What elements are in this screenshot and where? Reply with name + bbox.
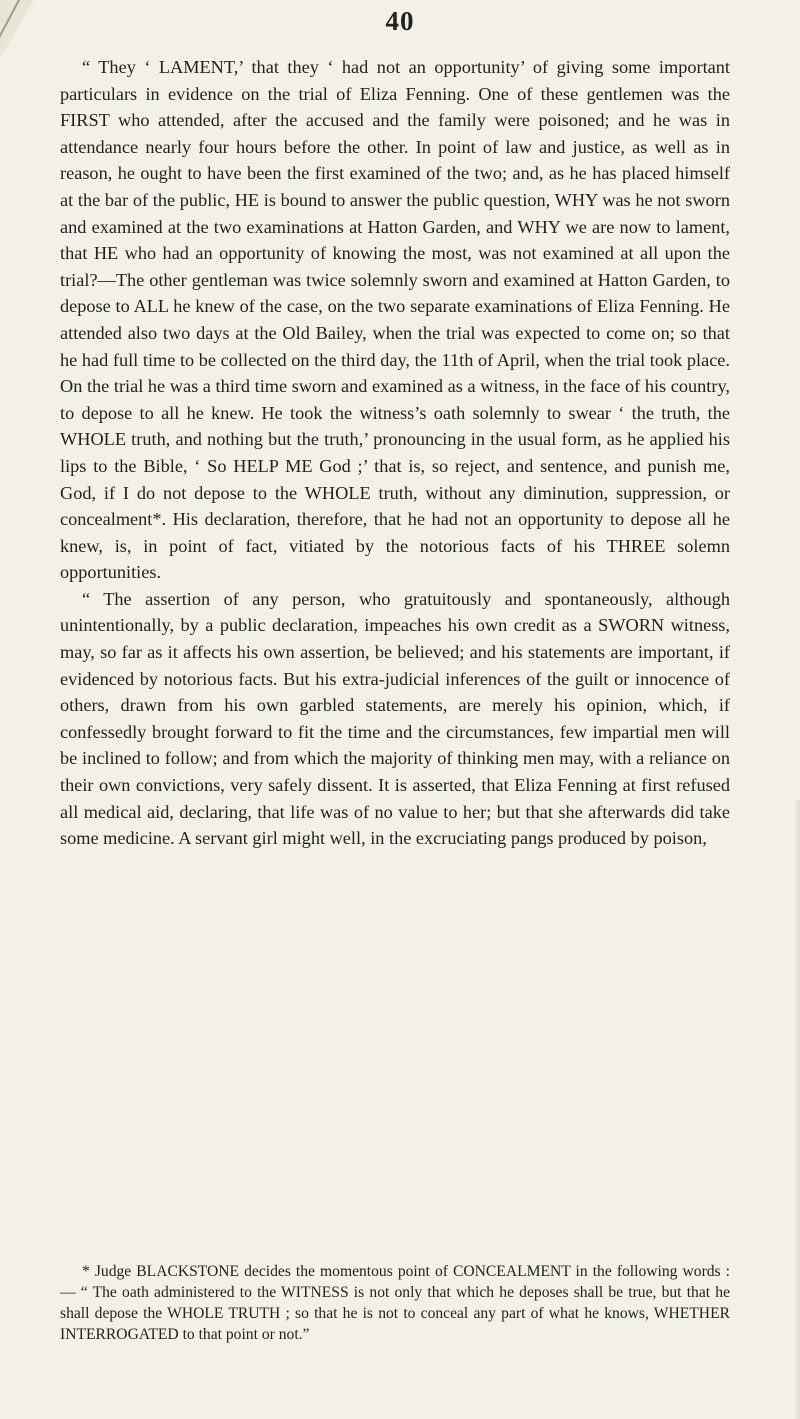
page-edge-shadow bbox=[794, 800, 800, 1419]
footnote-text: * Judge BLACKSTONE decides the momentous point of CONCEALMENT in the following words : — “ The oath administered to the WITNESS is not only that which he deposes shall be true, but that he shall depose the WHOLE TRUTH ; so that he is not to conceal any part of what he knows, WHETHER INTERROGATED to that point or not.” bbox=[60, 1263, 730, 1343]
footnote bbox=[60, 1261, 730, 1345]
paragraph-2: “ The assertion of any person, who gratuitously and spontaneously, although unintentionally, by a public declaration, impeaches his own credit as a SWORN witness, may, so far as it affects his own assertion, be believed; and his statements are important, if evidenced by notorious facts. But his extra-judicial inferences of the guilt or innocence of others, drawn from his own garbled statements, are merely his opinion, which, if confessedly brought forward to fit the time and the circumstances, few impartial men will be inclined to follow; and from which the majority of thinking men may, with a reliance on their own convictions, very safely dissent. It is asserted, that Eliza Fenning at first refused all medical aid, declaring, that life was of no value to her; but that she afterwards did take some medicine. A servant girl might well, in the excruciating pangs produced by poison, bbox=[60, 588, 730, 849]
paragraph-1: “ They ‘ LAMENT,’ that they ‘ had not an opportunity’ of giving some important particulars in evidence on the trial of Eliza Fenning. One of these gentlemen was the FIRST who attended, after the accused and the family were poisoned; and he was in attendance nearly four hours before the other. In point of law and justice, as well as in reason, he ought to have been the first examined of the two; and, as he has placed himself at the bar of the public, HE is bound to answer the public question, WHY was he not sworn and examined at the two examinations at Hatton Garden, and WHY we are now to lament, that HE who had an opportunity of knowing the most, was not examined at all upon the trial?—The other gentleman was twice solemnly sworn and examined at Hatton Garden, to depose to ALL he knew of the case, on the two separate examinations of Eliza Fenning. He attended also two days at the Old Bailey, when the trial was expected to come on; so that he had full time to be collected on the third day, the 11th of April, when the trial took place. On the trial he was a third time sworn and examined as a witness, in the face of his country, to depose to all he knew. He took the witness’s oath solemnly to swear ‘ the truth, the WHOLE truth, and nothing but the truth,’ pronouncing in the usual form, as he applied his lips to the Bible, ‘ So HELP ME God ;’ that is, so reject, and sentence, and punish me, God, if I do not depose to the WHOLE truth, without any diminution, suppression, or concealment*. His declaration, therefore, that he had not an opportunity to depose all he knew, is, in point of fact, vitiated by the notorious facts of his THREE solemn opportunities. bbox=[60, 57, 730, 583]
page-number: 40 bbox=[385, 6, 415, 36]
main-text bbox=[60, 54, 730, 852]
